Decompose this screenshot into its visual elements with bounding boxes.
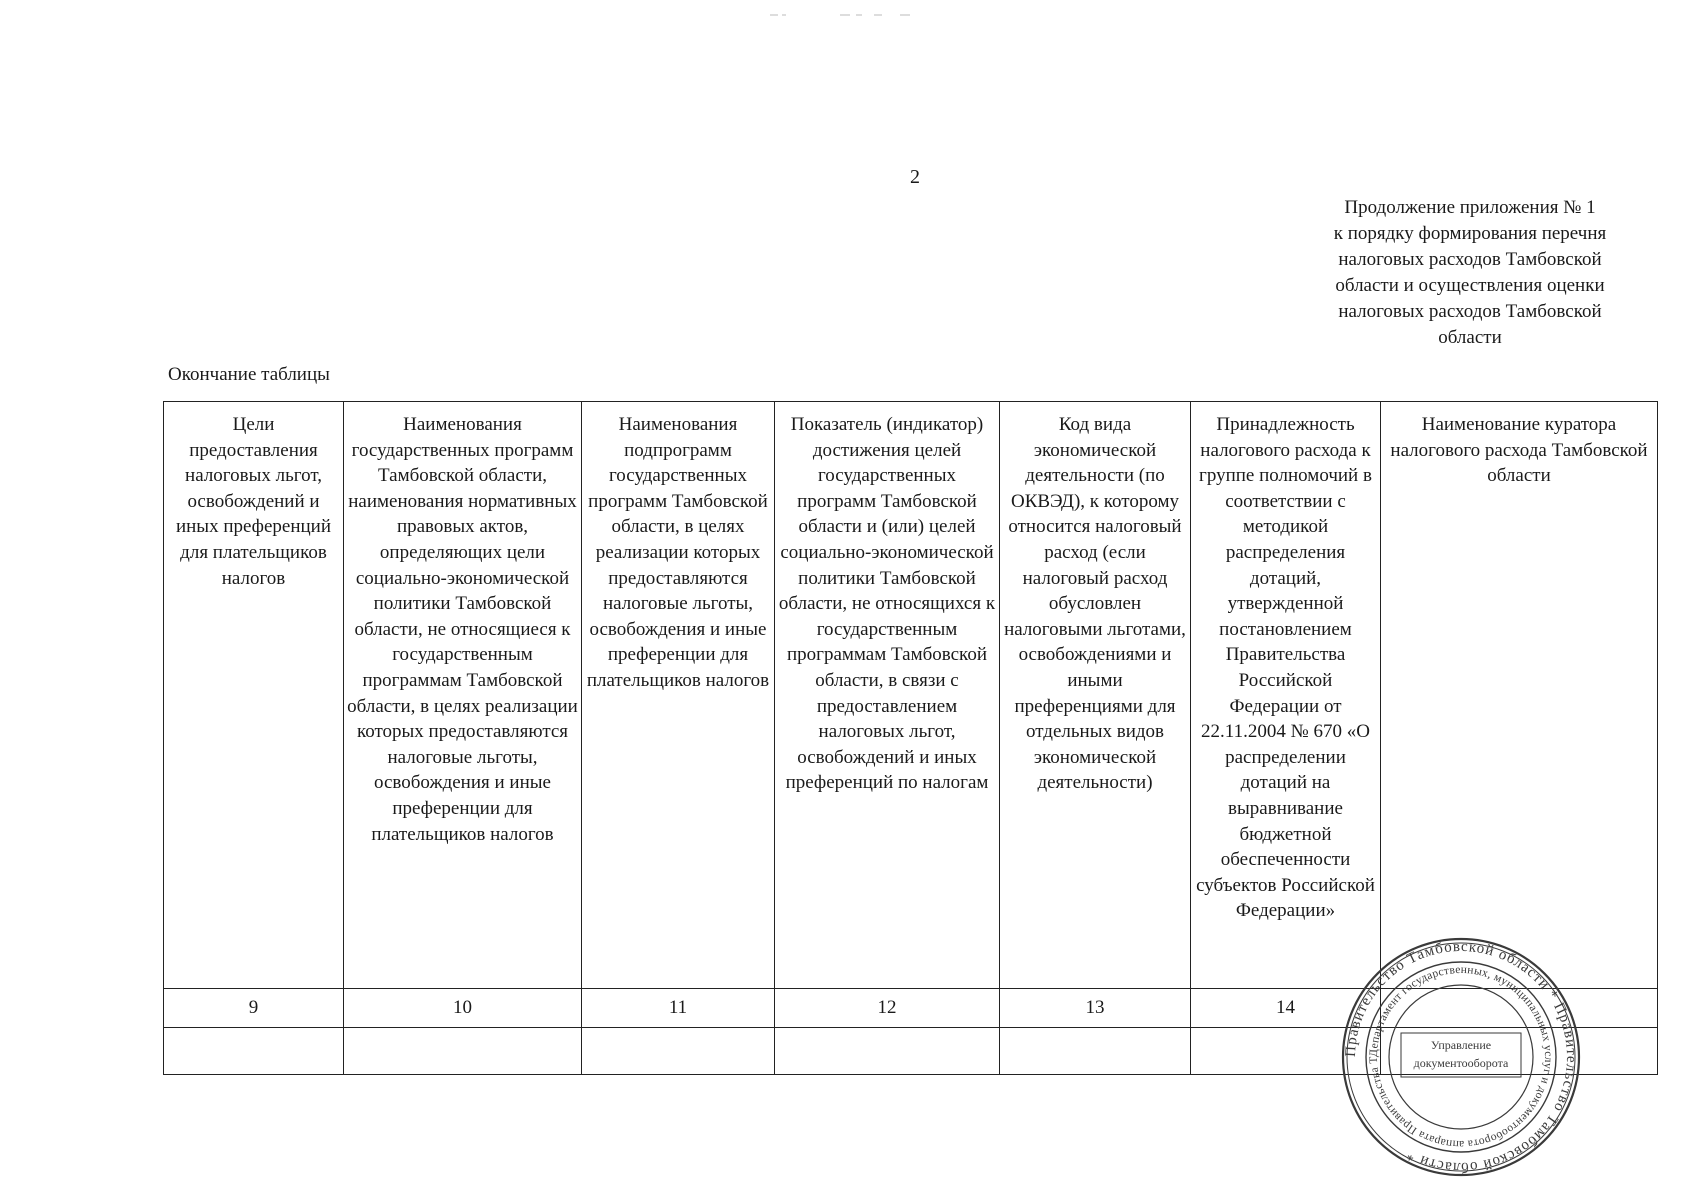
- stamp-inner-text: Департамент государственных, муниципальных услуг и документооборота аппарата Правительства Т: [1367, 963, 1555, 1151]
- column-header-text: Наименования подпрограмм государственных программ Тамбовской области, в целях реализации которых предоставляются налоговые льготы, освобождения и иные преференции для плательщиков налогов: [586, 414, 770, 691]
- table-cell: [1000, 1028, 1191, 1075]
- table-cell: [775, 1028, 1000, 1075]
- column-number: 10: [344, 989, 582, 1028]
- page-number: 2: [910, 166, 920, 188]
- table-cell: [164, 1028, 344, 1075]
- stamp-center-line: документооборота: [1413, 1056, 1509, 1070]
- column-header: [1000, 402, 1191, 989]
- column-header-text: Наименование куратора налогового расхода Тамбовской области: [1390, 414, 1648, 487]
- column-number: 13: [1000, 989, 1191, 1028]
- column-header: [1191, 402, 1381, 989]
- column-number: 9: [164, 989, 344, 1028]
- table-cell: [582, 1028, 775, 1075]
- column-header: [344, 402, 582, 989]
- appendix-note-line: налоговых расходов Тамбовской: [1338, 249, 1602, 270]
- column-header-text: Наименования государственных программ Тамбовской области, наименования нормативных правовых актов, определяющих цели социально-экономической политики Тамбовской области, не относящиеся к государственным программам Тамбовской области, в целях реализации которых предоставляются налоговые льготы, освобождения и иные преференции для плательщиков налогов: [347, 414, 578, 845]
- appendix-note-line: налоговых расходов Тамбовской: [1338, 301, 1602, 322]
- table-header-row: [164, 402, 1658, 989]
- stamp-outer-text: Правительство Тамбовской области * Правительство Тамбовской области *: [1342, 938, 1580, 1176]
- stamp-center-line: Управление: [1430, 1038, 1492, 1052]
- appendix-note-line: к порядку формирования перечня: [1333, 223, 1607, 244]
- column-header: [1381, 402, 1658, 989]
- column-header: [164, 402, 344, 989]
- column-number: 12: [775, 989, 1000, 1028]
- appendix-note-line: области и осуществления оценки: [1335, 275, 1605, 296]
- official-seal-stamp: [1341, 937, 1581, 1177]
- appendix-note: [1300, 195, 1640, 351]
- table-cell: [344, 1028, 582, 1075]
- column-header-text: Показатель (индикатор) достижения целей государственных программ Тамбовской области и (или) целей социально-экономической политики Тамбовской области, не относящихся к государственным программам Тамбовской области, в связи с предоставлением налоговых льгот, освобождений и иных преференций по налогам: [778, 414, 996, 794]
- appendix-note-line: Продолжение приложения № 1: [1344, 197, 1596, 218]
- column-header: [775, 402, 1000, 989]
- column-header-text: Код вида экономической деятельности (по ОКВЭД), к которому относится налоговый расход (если налоговый расход обусловлен налоговыми льготами, освобождениями и иными преференциями для отдельных видов экономической деятельности): [1004, 414, 1186, 794]
- column-number: 11: [582, 989, 775, 1028]
- column-number: 14: [1191, 989, 1381, 1028]
- appendix-note-line: области: [1438, 327, 1502, 348]
- column-header-text: Цели предоставления налоговых льгот, освобождений и иных преференций для плательщиков налогов: [175, 414, 332, 589]
- column-header: [582, 402, 775, 989]
- column-header-text: Принадлежность налогового расхода к группе полномочий в соответствии с методикой распределения дотаций, утвержденной постановлением Правительства Российской Федерации от 22.11.2004 № 670 «О распределении дотаций на выравнивание бюджетной обеспеченности субъектов Российской Федерации»: [1196, 414, 1375, 922]
- scan-marks: [770, 6, 940, 14]
- table-caption: Окончание таблицы: [168, 364, 330, 385]
